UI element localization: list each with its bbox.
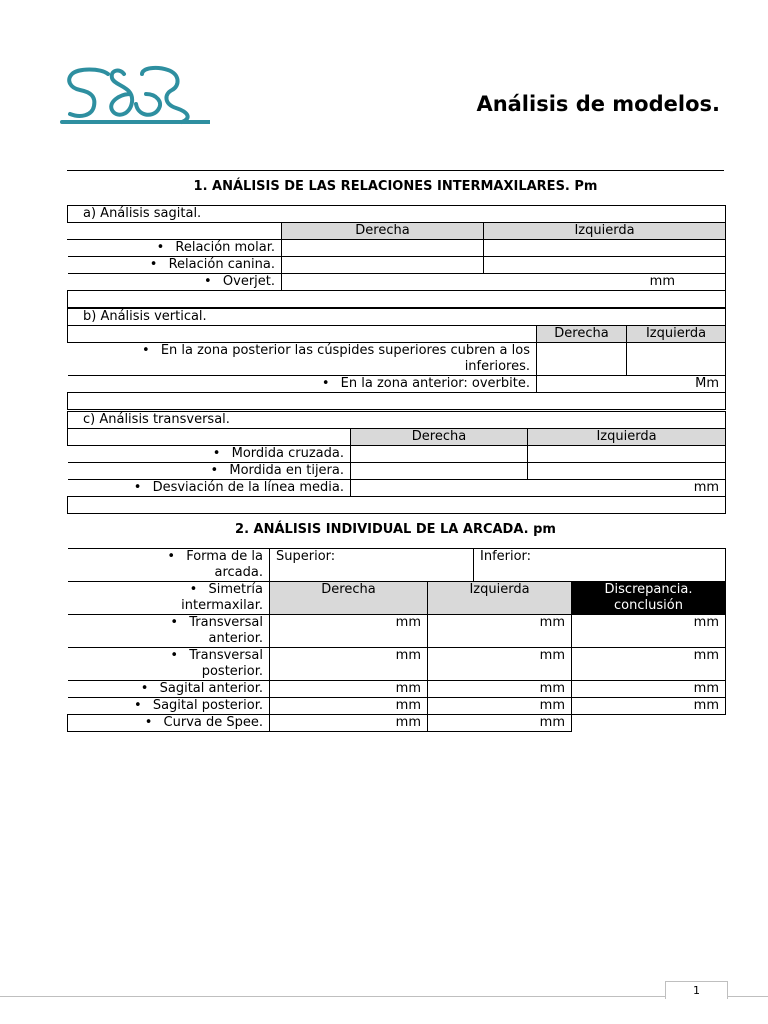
bullet-icon: • [167, 549, 176, 564]
unit-label: mm [539, 681, 565, 696]
unit-label: mm [395, 681, 421, 696]
bullet-icon: • [210, 463, 219, 478]
section1-heading: 1. ANÁLISIS DE LAS RELACIONES INTERMAXILARES. Pm [193, 179, 598, 194]
row-label: Relación canina. [168, 257, 275, 272]
row-label: Mordida cruzada. [231, 446, 344, 461]
row-label: Transversal [189, 615, 263, 630]
input-cell[interactable] [528, 446, 726, 463]
field-label: Inferior: [480, 549, 532, 564]
row-label: Sagital anterior. [159, 681, 263, 696]
unit-label: mm [395, 648, 421, 663]
unit-label: mm [693, 480, 720, 495]
input-cell[interactable] [428, 681, 572, 698]
table-row [68, 698, 726, 715]
input-cell[interactable] [351, 463, 528, 480]
arcada-table [67, 548, 726, 732]
unit-label: mm [649, 274, 675, 289]
overbite-input[interactable] [537, 376, 726, 393]
input-cell[interactable] [572, 648, 726, 681]
unit-label: mm [693, 615, 719, 630]
bullet-icon: • [149, 257, 158, 272]
desviacion-input[interactable] [351, 480, 726, 497]
row-label: Desviación de la línea media. [152, 480, 344, 495]
input-cell[interactable] [572, 698, 726, 715]
bullet-icon: • [133, 480, 142, 495]
header-izquierda: Izquierda [484, 223, 726, 240]
row-label: En la zona anterior: overbite. [340, 376, 530, 391]
table-row [68, 240, 726, 257]
input-cell[interactable] [484, 257, 726, 274]
document-title: Análisis de modelos. [476, 92, 720, 116]
input-cell[interactable] [572, 615, 726, 648]
vertical-label: b) Análisis vertical. [68, 309, 726, 326]
input-cell[interactable] [484, 240, 726, 257]
table-row [68, 376, 726, 393]
overjet-input[interactable] [282, 274, 726, 291]
table-row [68, 412, 726, 429]
table-row [68, 309, 726, 326]
bullet-icon: • [141, 343, 150, 358]
bullet-icon: • [204, 274, 212, 289]
footer-divider [0, 996, 768, 997]
table-row [68, 446, 726, 463]
vertical-table [67, 308, 726, 410]
header-discrepancia: Discrepancia. conclusión [572, 582, 726, 615]
table-row [68, 223, 726, 240]
table-row [68, 615, 726, 648]
unit-label: mm [395, 715, 421, 730]
input-cell[interactable] [270, 698, 428, 715]
unit-label: mm [539, 698, 565, 713]
input-cell[interactable] [270, 681, 428, 698]
unit-label: mm [693, 681, 719, 696]
unit-label: mm [539, 615, 565, 630]
row-label: Forma de la [186, 549, 263, 564]
sagital-label: a) Análisis sagital. [68, 206, 726, 223]
unit-label: mm [395, 615, 421, 630]
section2-heading: 2. ANÁLISIS INDIVIDUAL DE LA ARCADA. pm [235, 522, 556, 537]
sagital-table [67, 205, 726, 308]
bullet-icon: • [170, 648, 179, 663]
header-izquierda: Izquierda [528, 429, 726, 446]
input-cell[interactable] [572, 681, 726, 698]
row-label: Simetría [208, 582, 263, 597]
superior-field[interactable] [270, 549, 474, 582]
header-derecha: Derecha [270, 582, 428, 615]
row-label: En la zona posterior las cúspides superiores cubren a los [160, 343, 530, 358]
unit-label: mm [539, 648, 565, 663]
input-cell[interactable] [282, 257, 484, 274]
table-row [68, 648, 726, 681]
row-label: Overjet. [222, 274, 275, 289]
bullet-icon: • [189, 582, 198, 597]
row-label: Transversal [189, 648, 263, 663]
input-cell[interactable] [282, 240, 484, 257]
top-divider [67, 170, 724, 171]
table-row [68, 206, 726, 223]
bullet-icon: • [170, 615, 179, 630]
input-cell[interactable] [270, 615, 428, 648]
input-cell[interactable] [627, 343, 726, 376]
row-label-cont: posterior. [201, 664, 263, 679]
table-row [68, 463, 726, 480]
spacer-row [68, 291, 726, 308]
transversal-label: c) Análisis transversal. [68, 412, 726, 429]
header-derecha: Derecha [282, 223, 484, 240]
unit-label: mm [693, 698, 719, 713]
table-row [68, 549, 726, 582]
row-label: Mordida en tijera. [229, 463, 344, 478]
input-cell[interactable] [428, 715, 572, 732]
unit-label: mm [693, 648, 719, 663]
header-derecha: Derecha [351, 429, 528, 446]
input-cell[interactable] [270, 715, 428, 732]
bullet-icon: • [321, 376, 330, 391]
table-row [68, 326, 726, 343]
input-cell[interactable] [428, 698, 572, 715]
table-row [68, 681, 726, 698]
row-label-cont: arcada. [214, 565, 263, 580]
header-derecha: Derecha [537, 326, 627, 343]
spacer-row [68, 393, 726, 410]
row-label-cont: anterior. [208, 631, 263, 646]
bullet-icon: • [156, 240, 165, 255]
row-label: Relación molar. [175, 240, 275, 255]
bullet-icon: • [140, 681, 149, 696]
table-row [68, 715, 726, 732]
bullet-icon: • [212, 446, 221, 461]
input-cell[interactable] [270, 648, 428, 681]
bullet-icon: • [133, 698, 142, 713]
unit-label: Mm [695, 376, 720, 391]
row-label: Sagital posterior. [152, 698, 263, 713]
input-cell[interactable] [428, 615, 572, 648]
input-cell[interactable] [428, 648, 572, 681]
table-row [68, 429, 726, 446]
spacer-row [68, 497, 726, 514]
row-label-cont: intermaxilar. [181, 598, 263, 613]
unit-label: mm [395, 698, 421, 713]
row-label-cont: inferiores. [464, 359, 530, 374]
page-number: 1 [665, 981, 728, 999]
bullet-icon: • [144, 715, 153, 730]
transversal-table [67, 411, 726, 514]
table-row [68, 343, 726, 376]
header-izquierda: Izquierda [627, 326, 726, 343]
unit-label: mm [539, 715, 565, 730]
logo-icon [60, 64, 210, 126]
header-izquierda: Izquierda [428, 582, 572, 615]
table-row [68, 257, 726, 274]
table-row [68, 480, 726, 497]
inferior-field[interactable] [474, 549, 726, 582]
field-label: Superior: [276, 549, 336, 564]
table-row [68, 274, 726, 291]
input-cell[interactable] [351, 446, 528, 463]
input-cell[interactable] [528, 463, 726, 480]
table-row [68, 582, 726, 615]
input-cell[interactable] [537, 343, 627, 376]
row-label: Curva de Spee. [163, 715, 263, 730]
